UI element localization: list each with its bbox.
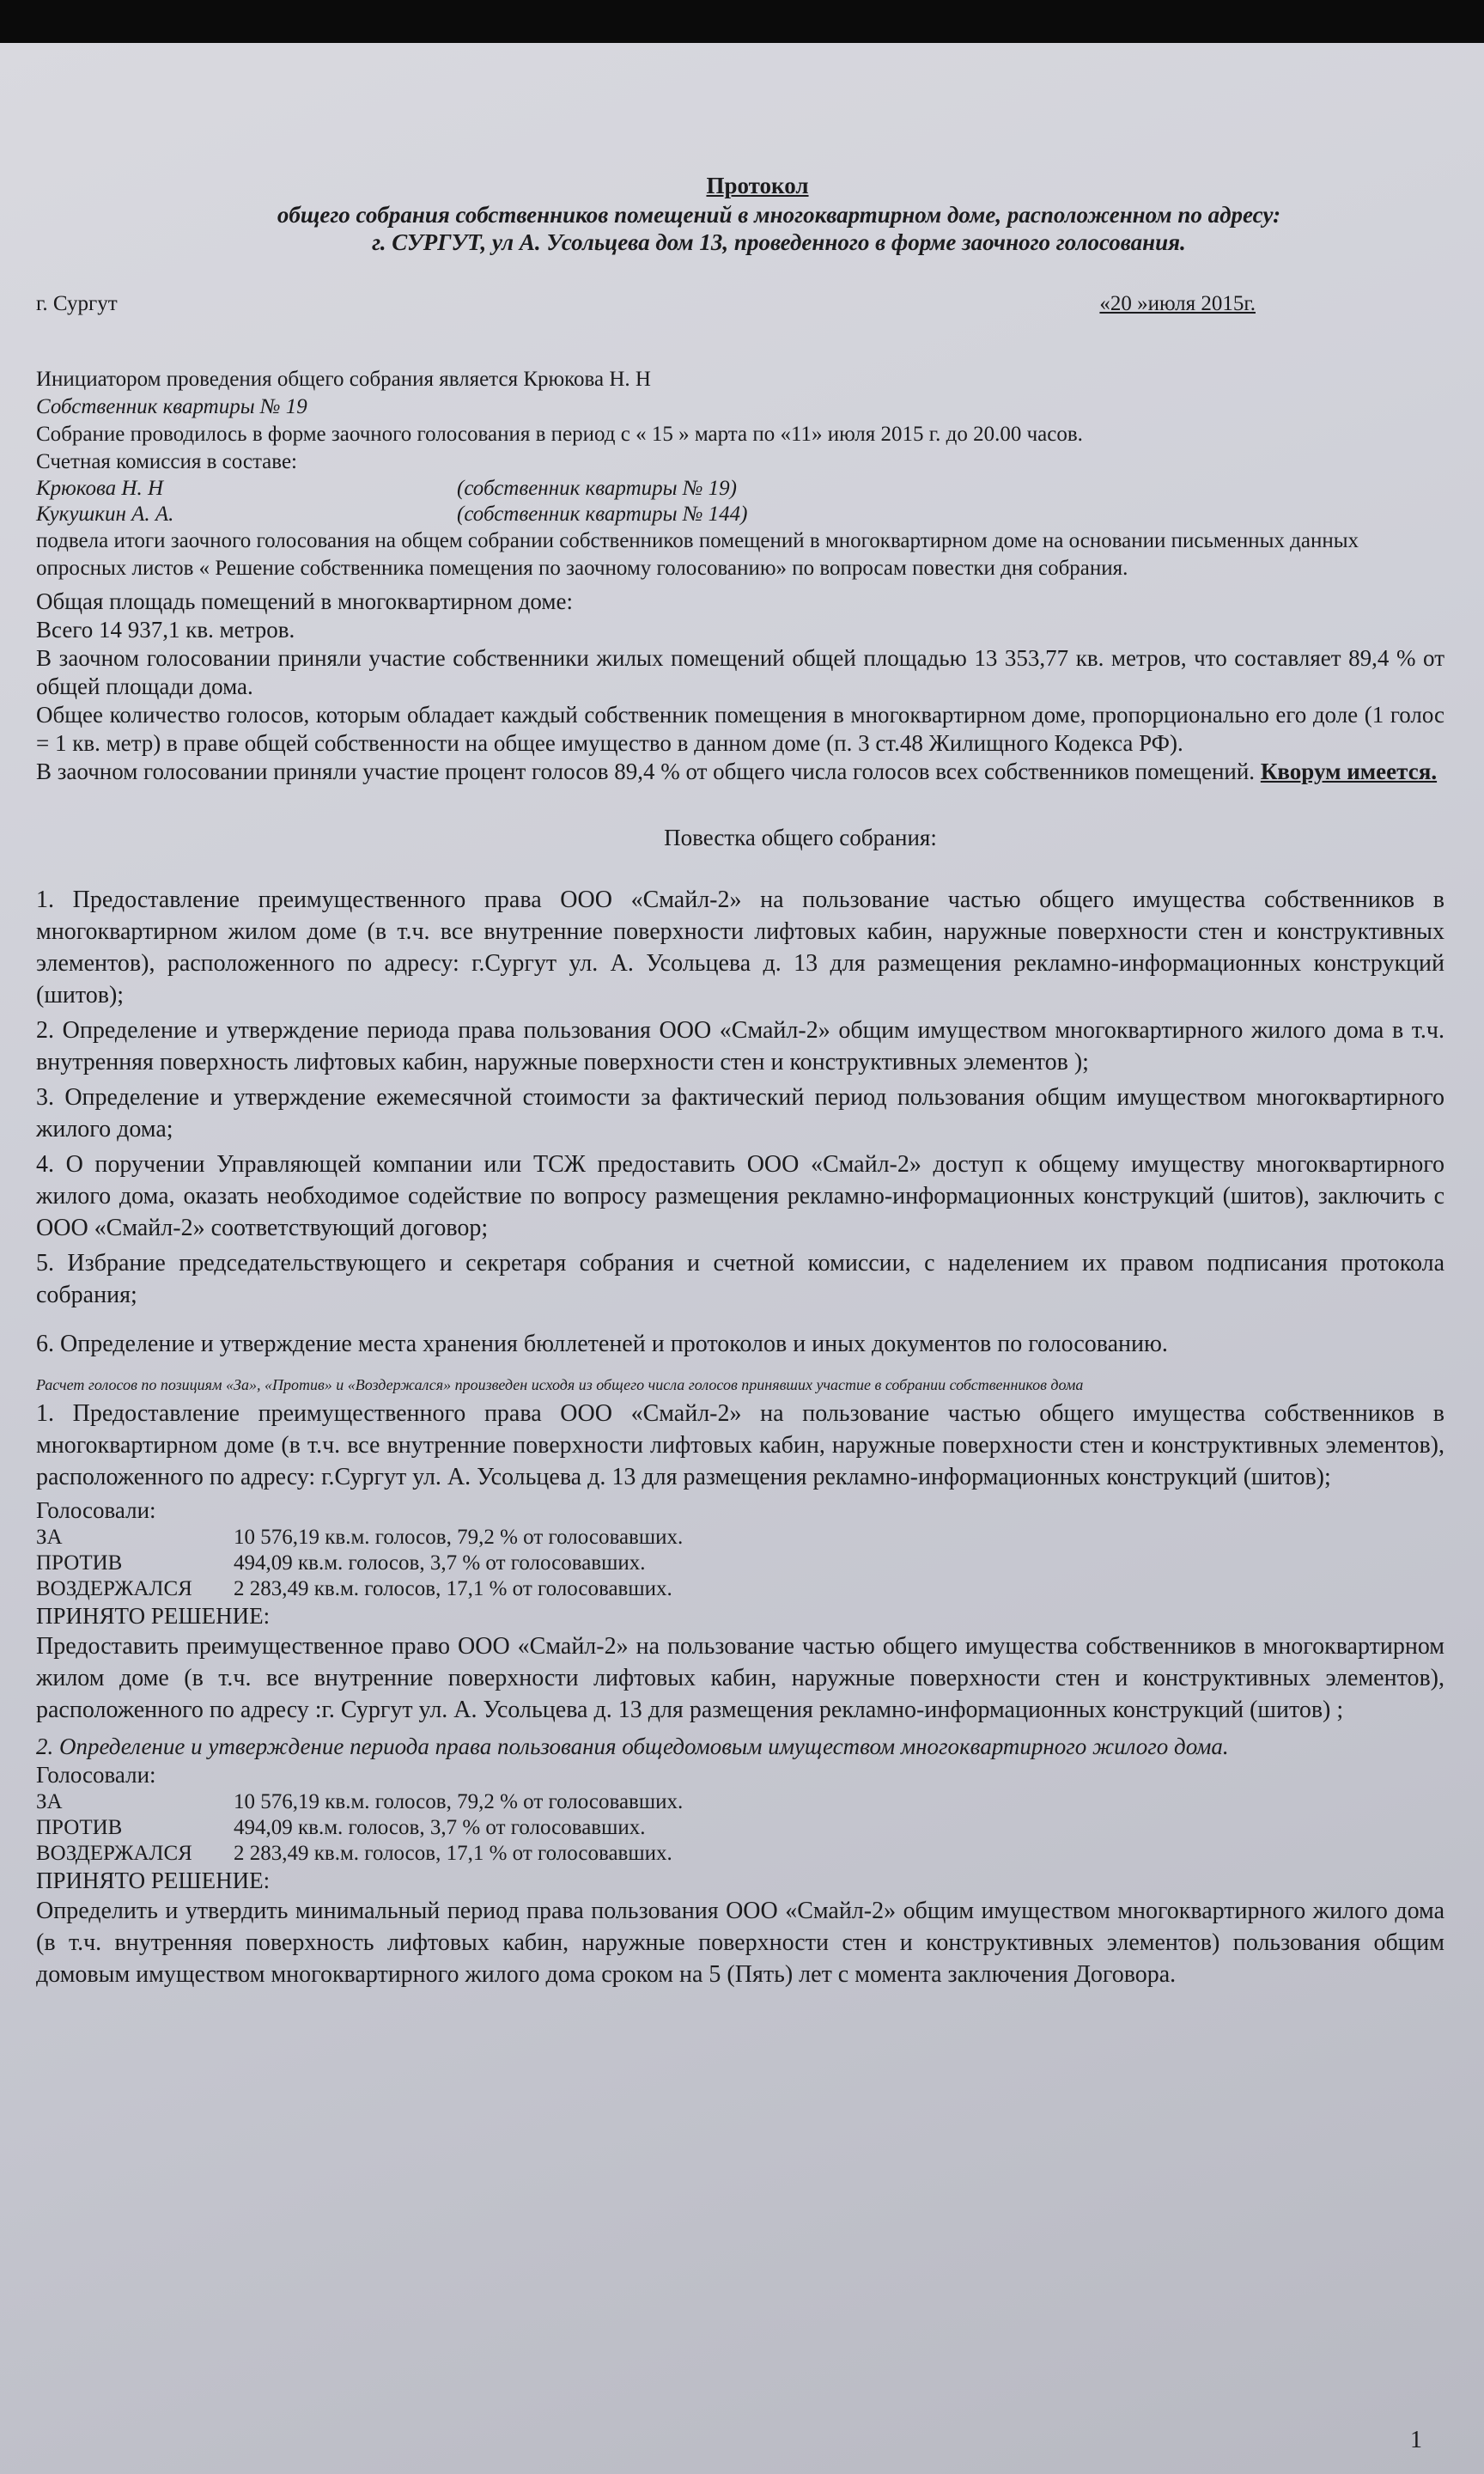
member-note: (собственник квартиры № 19) bbox=[457, 477, 737, 500]
protocol-title: Протокол bbox=[706, 173, 809, 198]
section1-vote-against: ПРОТИВ 494,09 кв.м. голосов, 3,7 % от голосовавших. bbox=[36, 1551, 646, 1575]
member-name: Кукушкин А. А. bbox=[36, 503, 174, 526]
area-participation: В заочном голосовании приняли участие собственники жилых помещений общей площадью 13 353,77 кв. метров, что составляет 89,4 % от общей площади дома. bbox=[36, 645, 1444, 699]
agenda-title: Повестка общего собрания: bbox=[664, 825, 937, 850]
section2-vote-for: ЗА 10 576,19 кв.м. голосов, 79,2 % от голосовавших. bbox=[36, 1790, 684, 1813]
area-label: Общая площадь помещений в многоквартирном доме: bbox=[36, 588, 573, 614]
agenda-item: 4. О поручении Управляющей компании или ТСЖ предоставить ООО «Смайл-2» доступ к общему имуществу многоквартирного жилого дома, оказать необходимое содействие по вопросу размещения рекламно-информационных конструкций (шитов), заключить с ООО «Смайл-2» соответствующий договор; bbox=[36, 1151, 1444, 1241]
quorum-text: В заочном голосовании приняли участие процент голосов 89,4 % от общего числа голосов всех собственников помещений. Кворум имеется. bbox=[36, 759, 1438, 784]
member-note: (собственник квартиры № 144) bbox=[457, 503, 748, 526]
section2-voted-label: Голосовали: bbox=[36, 1762, 156, 1788]
section1-decision: Предоставить преимущественное право ООО «Смайл-2» на пользование частью общего имущества собственников в многоквартирном жилом доме (в т.ч. все внутренние поверхности лифтовых кабин, наружные поверхности стен и конструктивных элементов), расположенного по адресу :г. Сургут ул. А. Усольцева д. 13 для размещения рекламно-информационных конструкций (шитов) ; bbox=[36, 1633, 1444, 1723]
commission-member-2 bbox=[36, 502, 1444, 527]
initiator-line: Инициатором проведения общего собрания является Крюкова Н. Н bbox=[36, 368, 651, 391]
area-total: Всего 14 937,1 кв. метров. bbox=[36, 617, 295, 643]
section2-decision: Определить и утвердить минимальный период права пользования ООО «Смайл-2» общим имуществом многоквартирного жилого дома (в т.ч. внутренняя поверхность лифтовых кабин, наружные поверхности стен и конструктивных элементов) пользования общим домовым имуществом многоквартирного жилого дома сроком на 5 (Пять) лет с момента заключения Договора. bbox=[36, 1898, 1444, 1988]
agenda-item: 1. Предоставление преимущественного права ООО «Смайл-2» на пользование частью общего имущества собственников в многоквартирном жилом доме (в т.ч. все внутренние поверхности лифтовых кабин, наружные поверхности стен и конструктивных элементов), расположенного по адресу: г.Сургут ул. А. Усольцева д. 13 для размещения рекламно-информационных конструкций (шитов); bbox=[36, 887, 1444, 1008]
agenda-item: 5. Избрание председательствующего и секретаря собрания и счетной комиссии, с наделением их правом подписания протокола собрания; bbox=[36, 1250, 1444, 1308]
agenda-item: 3. Определение и утверждение ежемесячной стоимости за фактический период пользования общим имуществом многоквартирного жилого дома; bbox=[36, 1084, 1444, 1143]
protocol-date: «20 »июля 2015г. bbox=[1099, 292, 1256, 315]
section1-voted-label: Голосовали: bbox=[36, 1497, 156, 1523]
commission-summary: подвела итоги заочного голосования на общем собрании собственников помещений в многоквартирном доме на основании письменных данных опросных листов « Решение собственника помещения по заочному голосованию» по вопросам повестки дня собрания. bbox=[36, 529, 1359, 580]
agenda-item: 2. Определение и утверждение периода права пользования ООО «Смайл-2» общим имуществом многоквартирного жилого дома в т.ч. внутренняя поверхность лифтовых кабин, наружные поверхности стен и конструктивных элементов ); bbox=[36, 1017, 1444, 1076]
protocol-document bbox=[36, 172, 1444, 1994]
section1-vote-abstain: ВОЗДЕРЖАЛСЯ 2 283,49 кв.м. голосов, 17,1 % от голосовавших. bbox=[36, 1577, 672, 1600]
calculation-note: Расчет голосов по позициям «За», «Против» и «Воздержался» произведен исходя из общего числа голосов принявших участие в собрании собственников дома bbox=[36, 1376, 1084, 1393]
section2-decision-label: ПРИНЯТО РЕШЕНИЕ: bbox=[36, 1868, 271, 1893]
section1-heading: 1. Предоставление преимущественного права ООО «Смайл-2» на пользование частью общего имущества собственников в многоквартирном доме (в т.ч. все внутренние поверхности лифтовых кабин, наружные поверхности стен и конструктивных элементов), расположенного по адресу: г.Сургут ул. А. Усольцева д. 13 для размещения рекламно-информационных конструкций (шитов); bbox=[36, 1400, 1444, 1490]
member-name: Крюкова Н. Н bbox=[36, 477, 164, 500]
protocol-address: г. СУРГУТ, ул А. Усольцева дом 13, проведенного в форме заочного голосования. bbox=[372, 229, 1186, 255]
document-sheet bbox=[0, 43, 1484, 2474]
commission-member-1 bbox=[36, 476, 1444, 502]
section2-vote-abstain: ВОЗДЕРЖАЛСЯ 2 283,49 кв.м. голосов, 17,1 % от голосовавших. bbox=[36, 1842, 672, 1865]
section2-vote-against: ПРОТИВ 494,09 кв.м. голосов, 3,7 % от голосовавших. bbox=[36, 1816, 646, 1839]
section1-decision-label: ПРИНЯТО РЕШЕНИЕ: bbox=[36, 1603, 271, 1629]
spacer bbox=[36, 349, 1444, 366]
agenda-item: 6. Определение и утверждение места хранения бюллетеней и протоколов и иных документов по голосованию. bbox=[36, 1331, 1168, 1357]
protocol-subtitle: общего собрания собственников помещений в многоквартирном доме, расположенном по адресу: bbox=[277, 202, 1281, 228]
section1-vote-for: ЗА 10 576,19 кв.м. голосов, 79,2 % от голосовавших. bbox=[36, 1526, 684, 1549]
initiator-apartment: Собственник квартиры № 19 bbox=[36, 395, 307, 418]
section2-heading: 2. Определение и утверждение периода права пользования общедомовым имуществом многоквартирного жилого дома. bbox=[36, 1734, 1229, 1759]
commission-label: Счетная комиссия в составе: bbox=[36, 450, 297, 473]
votes-rule: Общее количество голосов, которым обладает каждый собственник помещения в многоквартирном доме, пропорционально его доле (1 голос = 1 кв. метр) в праве общей собственности на общее имущество в данном доме (п. 3 ст.48 Жилищного Кодекса РФ). bbox=[36, 702, 1444, 756]
place-date-row bbox=[36, 290, 1444, 318]
page-number: 1 bbox=[1410, 2427, 1422, 2453]
place: г. Сургут bbox=[36, 292, 118, 315]
voting-period: Собрание проводилось в форме заочного голосования в период с « 15 » марта по «11» июля 2015 г. до 20.00 часов. bbox=[36, 423, 1083, 446]
quorum-status: Кворум имеется. bbox=[1260, 759, 1438, 784]
